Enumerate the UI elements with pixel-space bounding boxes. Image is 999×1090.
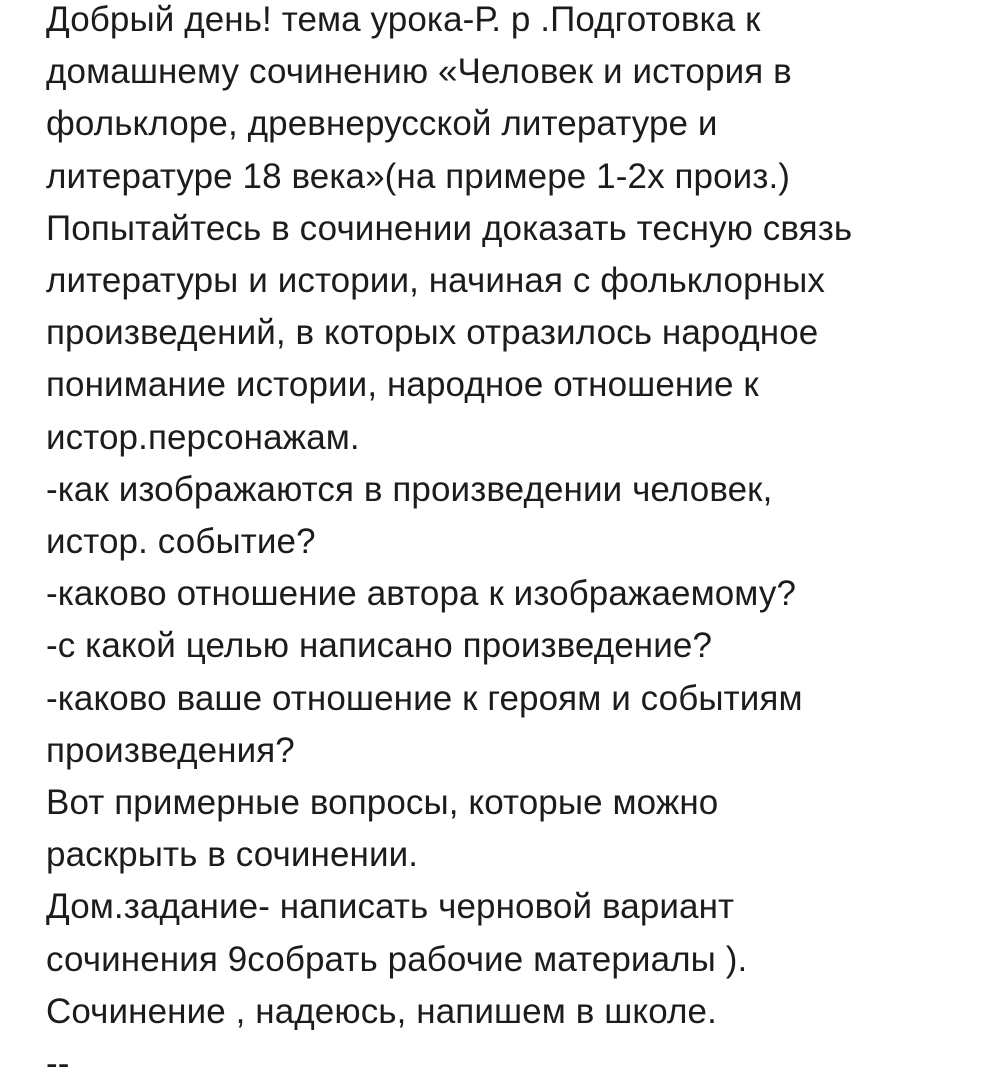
message-line: раскрыть в сочинении. [46,835,419,875]
message-line: Добрый день! тема урока-Р. р .Подготовка к [46,0,761,39]
message-line: домашнему сочинению «Человек и история в [46,52,792,92]
message-line: литературы и истории, начиная с фольклорных [46,261,825,301]
message-line: Сочинение , надеюсь, напишем в школе. [46,991,717,1031]
message-line: Дом.задание- написать черновой вариант [46,887,735,927]
message-line: сочинения 9собрать рабочие материалы ). [46,939,748,979]
message-line: понимание истории, народное отношение к [46,365,759,405]
message-line: истор.персонажам. [46,417,360,457]
message-signature-separator: -- [46,1044,70,1084]
message-line: произведений, в которых отразилось народное [46,313,819,353]
message-line: -каково ваше отношение к героям и событиям [46,678,803,718]
message-line: -как изображаются в произведении человек, [46,469,773,509]
message-line: -каково отношение автора к изображаемому? [46,574,797,614]
message-line: Попытайтесь в сочинении доказать тесную связь [46,208,853,248]
message-line: Вот примерные вопросы, которые можно [46,783,719,823]
message-line: произведения? [46,730,295,770]
message-line: -с какой целью написано произведение? [46,626,713,666]
message-line: литературе 18 века»(на примере 1-2х произ.) [46,156,791,196]
message-line: фольклоре, древнерусской литературе и [46,104,718,144]
message-line: истор. событие? [46,522,316,562]
message-text [46,0,986,1090]
